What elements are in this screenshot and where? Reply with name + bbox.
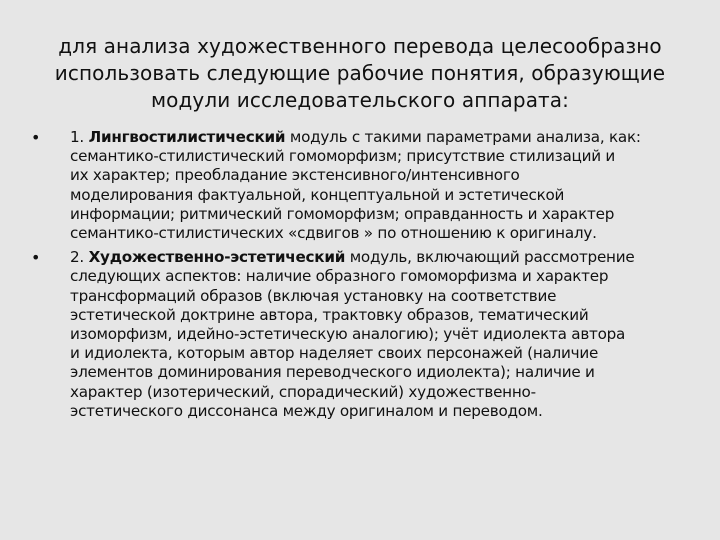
title-line: использовать следующие рабочие понятия, образующие: [54, 61, 666, 85]
item-text-line: информации; ритмический гомоморфизм; оправданность и характер: [70, 204, 615, 223]
item-text-line: характер (изотерический, спорадический) художественно-: [70, 382, 536, 401]
item-text-line: элементов доминирования переводческого идиолекта); наличие и: [70, 363, 595, 382]
item-text-line: и идиолекта, которым автор наделяет своих персонажей (наличие: [70, 344, 599, 363]
bullet-first-line: [70, 128, 700, 147]
bullet-icon: •: [31, 248, 41, 268]
item-text-line: изоморфизм, идейно-эстетическую аналогию); учёт идиолекта автора: [70, 325, 626, 344]
bullet-item-lingvostylistic: [30, 128, 700, 243]
item-text-line: моделирования фактуальной, концептуальной и эстетической: [70, 185, 565, 204]
bullet-first-line: [70, 248, 700, 267]
item-text-line: семантико-стилистический гомоморфизм; присутствие стилизаций и: [70, 147, 616, 166]
item-text-line: следующих аспектов: наличие образного гомоморфизма и характер: [70, 267, 609, 286]
item-text-line: трансформаций образов (включая установку на соответствие: [70, 286, 557, 305]
item-text-line: эстетической доктрине автора, трактовку образов, тематический: [70, 305, 589, 324]
item-text: модуль с такими параметрами анализа, как:: [285, 128, 641, 146]
module-heading: Художественно-эстетический: [88, 248, 346, 267]
item-text-line: их характер; преобладание экстенсивного/интенсивного: [70, 166, 520, 185]
bullet-list: [30, 128, 700, 426]
title-line: модули исследовательского аппарата:: [150, 88, 569, 112]
item-text-line: эстетического диссонанса между оригиналом и переводом.: [70, 401, 543, 420]
item-number: 1.: [70, 128, 89, 146]
bullet-item-artistic-aesthetic: [30, 248, 700, 421]
item-text: модуль, включающий рассмотрение: [345, 248, 635, 267]
item-text-line: семантико-стилистических «сдвигов » по отношению к оригиналу.: [70, 224, 597, 243]
module-heading: Лингвостилистический: [88, 128, 286, 146]
item-number: 2.: [70, 248, 89, 267]
bullet-icon: •: [31, 128, 41, 147]
slide-title: [40, 33, 680, 114]
title-line: для анализа художественного перевода целесообразно: [58, 34, 662, 58]
